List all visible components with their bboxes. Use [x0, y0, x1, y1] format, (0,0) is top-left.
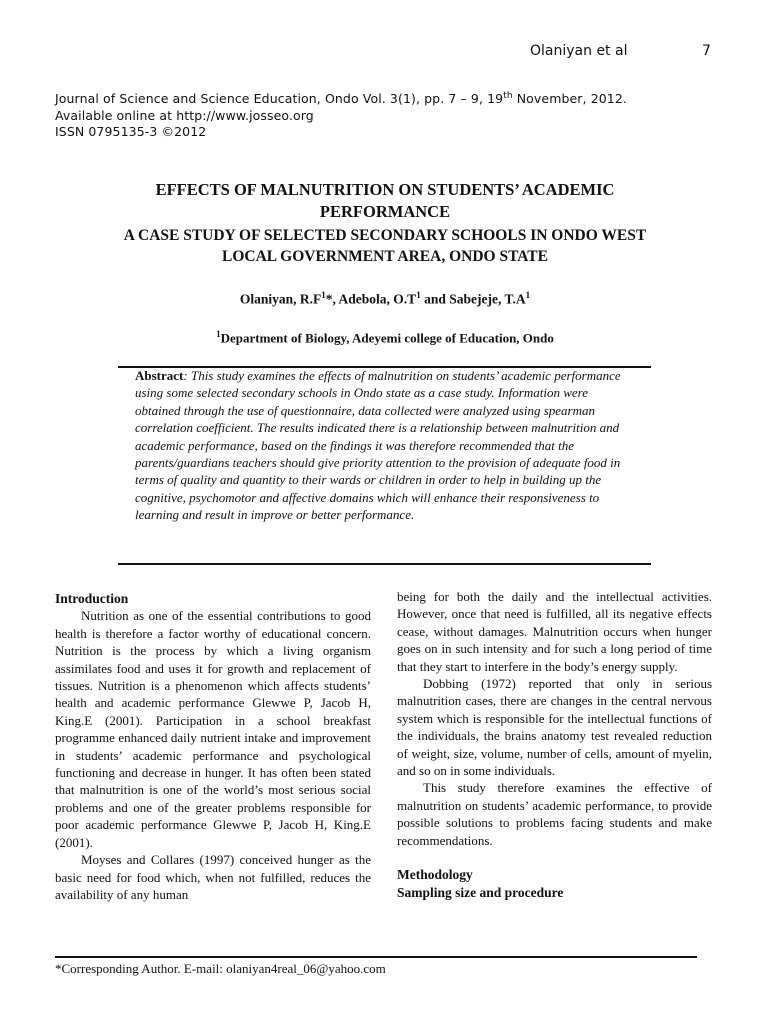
author-and: and	[420, 291, 450, 307]
journal-citation	[55, 91, 627, 106]
right-paragraph-3: This study therefore examines the effective of malnutrition on students’ academic performance, to provide possible solutions to problems facing students and make recommendations.	[397, 780, 712, 848]
paper-title-line-1: EFFECTS OF MALNUTRITION ON STUDENTS’ ACADEMIC	[155, 180, 615, 199]
footnote-rule	[55, 956, 697, 958]
author-1-mark: *,	[325, 291, 339, 307]
journal-citation-text: Journal of Science and Science Education, Ondo Vol. 3(1), pp. 7 – 9, 19	[55, 91, 504, 107]
left-column	[55, 590, 371, 903]
affiliation	[60, 329, 710, 346]
sampling-heading: Sampling size and procedure	[397, 884, 564, 900]
paper-subtitle-line-1: A CASE STUDY OF SELECTED SECONDARY SCHOOLS IN ONDO WEST	[123, 227, 647, 244]
methodology-heading: Methodology	[397, 867, 473, 883]
page-number: 7	[702, 43, 711, 59]
paper-subtitle-line-2: LOCAL GOVERNMENT AREA, ONDO STATE	[222, 248, 548, 265]
right-paragraph-2: Dobbing (1972) reported that only in serious malnutrition cases, there are changes in the central nervous system which is responsible for the intellectual functions of the individuals, the brains anatomy test revealed reduction of weight, size, volume, number of cells, amount of myelin, and so on in some individuals.	[397, 676, 712, 779]
author-3-affil: 1	[525, 290, 531, 300]
affiliation-text: Department of Biology, Adeyemi college of Education, Ondo	[220, 330, 554, 346]
affiliation-sup: 1	[216, 329, 221, 339]
author-3: Sabejeje, T.A	[449, 291, 526, 307]
journal-date-rest: November, 2012.	[512, 91, 627, 107]
journal-issn: ISSN 0795135-3 ©2012	[55, 124, 207, 139]
abstract-label: Abstract	[135, 368, 184, 383]
right-column	[397, 588, 712, 901]
author-1-affil: 1	[321, 290, 326, 300]
intro-paragraph-1: Nutrition as one of the essential contributions to good health is therefore a factor worthy of educational concern. Nutrition is the process by which a living organism assimilates food and uses it for growth and replacement of tissues. Nutrition is a phenomenon which affects students’ health and academic performance Glewwe P, Jacob H, King.E (2001). Participation in a school breakfast programme enhanced daily nutrient intake and improvement in students’ academic performance and psychological functioning and decrease in hunger. It has often been stated that malnutrition is one of the world’s most serious social problems and one of the greater problems responsible for poor academic performance Glewwe P, Jacob H, King.E (2001).	[55, 608, 371, 850]
abstract-text: : This study examines the effects of malnutrition on students’ academic performance using some selected secondary schools in Ondo state as a case study. Information were obtained through the use of questionnaire, data collected were analyzed using spearman correlation coefficient. The results indicated there is a relationship between malnutrition and academic performance, based on the findings it was therefore recommended that the parents/guardians teachers should give priority attention to the provision of adequate food in terms of quality and quantity to their wards or children in order to help in building up the cognitive, psychomotor and affective domains which will enhance their responsiveness to learning and result in improve or better performance.	[135, 368, 621, 523]
right-paragraph-1: being for both the daily and the intellectual activities. However, once that need is fulfilled, all its negative effects cease, without damages. Malnutrition occurs when hunger goes on in such intensity and for such a long period of time that they start to interfere in the body’s energy supply.	[397, 589, 712, 674]
intro-paragraph-2: Moyses and Collares (1997) conceived hunger as the basic need for food which, when not fulfilled, reduces the availability of any human	[55, 852, 371, 902]
author-2: Adebola, O.T	[338, 291, 417, 307]
journal-availability: Available online at http://www.josseo.org	[55, 108, 314, 123]
author-list	[60, 290, 710, 308]
author-2-affil: 1	[416, 290, 421, 300]
corresponding-author-footnote: *Corresponding Author. E-mail: olaniyan4real_06@yahoo.com	[55, 961, 386, 976]
running-author: Olaniyan et al	[530, 43, 628, 59]
paper-title-line-2: PERFORMANCE	[319, 202, 451, 221]
journal-date-sup: th	[503, 91, 513, 101]
abstract	[135, 367, 625, 524]
author-1: Olaniyan, R.F	[239, 291, 322, 307]
abstract-bottom-rule	[118, 563, 651, 565]
introduction-heading: Introduction	[55, 591, 129, 606]
